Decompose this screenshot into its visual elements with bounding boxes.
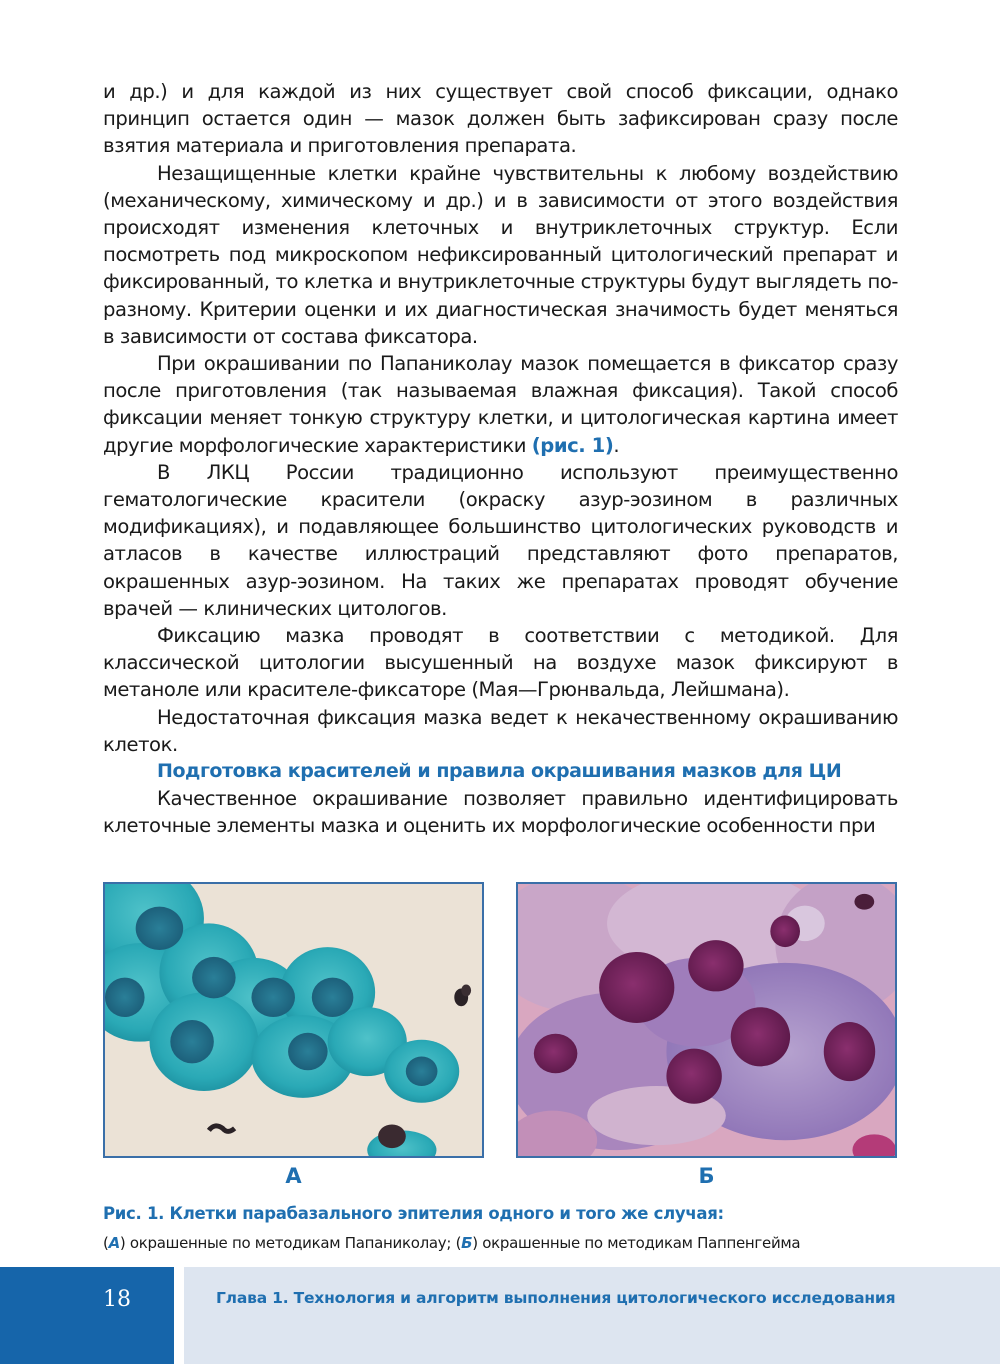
body-text: [103, 78, 898, 840]
figure-caption-title: Рис. 1. Клетки парабазального эпителия одного и того же случая:: [103, 1204, 724, 1223]
paragraph-5: Фиксацию мазка проводят в соответствии с методикой. Для классической цитологии высушенный на воздухе мазок фиксируют в метаноле или красителе-фиксаторе (Мая—Грюнвальда, Лейшмана).: [103, 624, 898, 702]
page-number: 18: [103, 1287, 131, 1312]
figure-caption-subtitle: [103, 1234, 800, 1252]
paragraph-2: Незащищенные клетки крайне чувствительны к любому воздействию (механическому, химическому и др.) и в зависимости от этого воздействия происходят изменения клеточных и внутриклеточных структур. Если посмотреть под микроскопом нефиксированный цитологический препарат и фиксированный, то клетка и внутриклеточные структуры будут выглядеть по-разному. Критерии оценки и их диагностическая значимость будет меняться в зависимости от состава фиксатора.: [103, 161, 898, 348]
chapter-title: Глава 1. Технология и алгоритм выполнения цитологического исследования: [216, 1289, 896, 1307]
caption-open-paren: (: [103, 1234, 109, 1252]
figure-reference-link[interactable]: (рис. 1): [531, 433, 614, 457]
caption-text-a: ) окрашенные по методикам Папаниколау; (: [119, 1234, 462, 1252]
section-heading: Подготовка красителей и правила окрашивания мазков для ЦИ: [157, 760, 842, 783]
caption-letter-a: А: [108, 1234, 120, 1252]
paragraph-7: Качественное окрашивание позволяет правильно идентифицировать клеточные элементы мазка и оценить их морфологические особенности при: [103, 787, 898, 838]
figure-label-b: Б: [698, 1164, 715, 1188]
paragraph-1: и др.) и для каждой из них существует свой способ фиксации, однако принцип остается один — мазок должен быть зафиксирован сразу после взятия материала и приготовления препарата.: [103, 80, 898, 158]
caption-text-b: ) окрашенные по методикам Паппенгейма: [472, 1234, 801, 1252]
paragraph-4: В ЛКЦ России традиционно используют преимущественно гематологические красители (окраску азур-эозином в различных модификациях), и подавляющее большинство цитологических руководств и атласов в качестве иллюстраций представляют фото препаратов, окрашенных азур-эозином. На таких же препаратах проводят обучение врачей — клинических цитологов.: [103, 460, 898, 620]
figure-image-a: [103, 882, 484, 1158]
paragraph-3-end: .: [613, 433, 620, 457]
paragraph-6: Недостаточная фиксация мазка ведет к некачественному окрашиванию клеток.: [103, 705, 898, 756]
figure-label-a: А: [285, 1164, 302, 1188]
paragraph-3: [103, 350, 898, 459]
footer-chapter-bar: [184, 1267, 1000, 1364]
figure-image-b: [516, 882, 897, 1158]
paragraph-3-text: При окрашивании по Папаниколау мазок помещается в фиксатор сразу после приготовления (так называемая влажная фиксация). Такой способ фиксации меняет тонкую структуру клетки, и цитологическая картина имеет другие морфологические характеристики: [103, 352, 898, 457]
caption-letter-b: Б: [461, 1234, 473, 1252]
footer-page-number-block: [0, 1267, 174, 1364]
